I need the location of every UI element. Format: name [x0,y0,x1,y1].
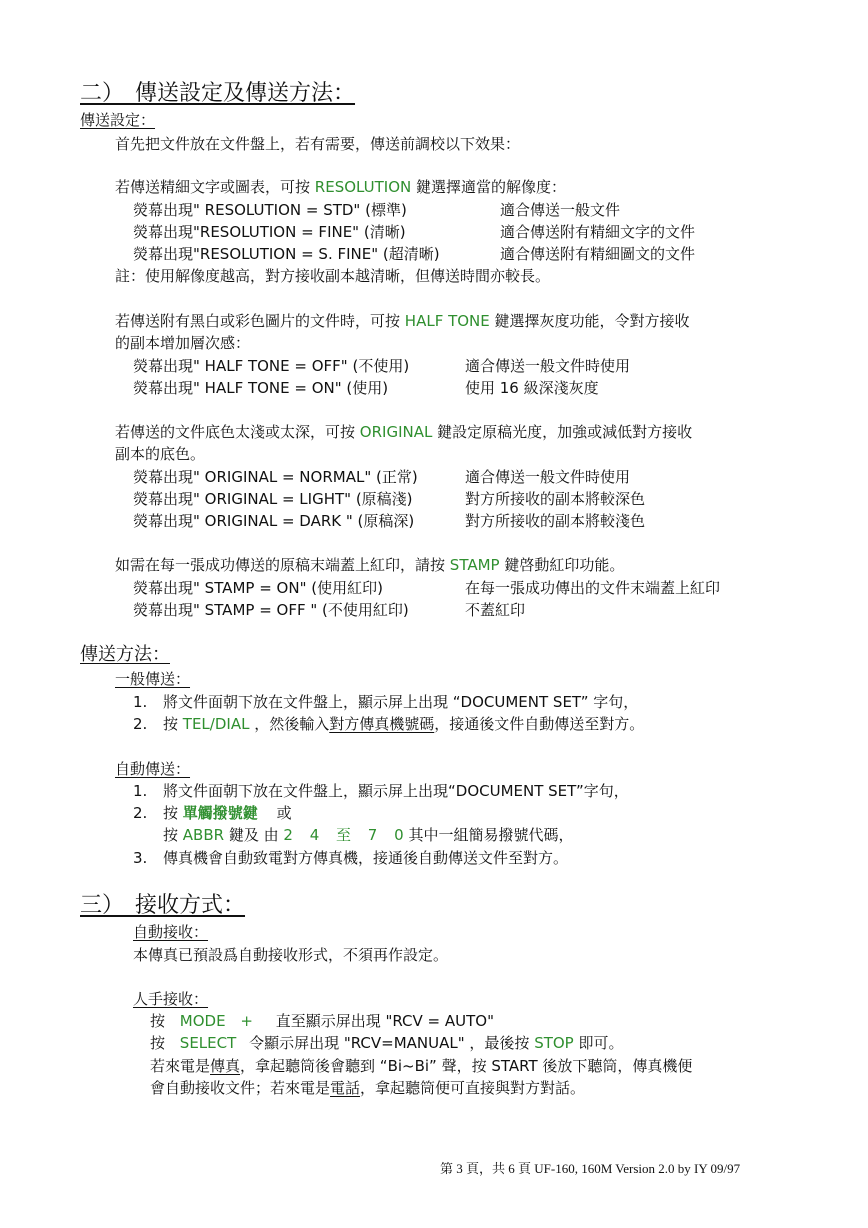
page-footer: 第 3 頁，共 6 頁 UF-160, 160M Version 2.0 by IY 09/97 [440,1161,741,1176]
res-row-3-desc: 適合傳送附有精細圖文的文件 [500,245,696,263]
auto-step-2b: 按 ABBR 鍵及 由 2 4 至 7 0 其中一組簡易撥號代碼， [163,826,574,844]
auto-step-3: 傳真機會自動致電對方傳真機，接通後自動傳送文件至對方。 [163,849,569,867]
manual-step-3: 若來電是傳真，拿起聽筒後會聽到 “Bi~Bi” 聲，按 START 後放下聽筒，傳真機便 [150,1057,693,1075]
normal-step-1: 將文件面朝下放在文件盤上，顯示屏上出現 “DOCUMENT SET” 字句， [163,693,639,711]
original-key: ORIGINAL [359,423,433,441]
orig-row-1-desc: 適合傳送一般文件時使用 [465,468,631,486]
select-key: SELECT [179,1034,237,1052]
res-row-1-desc: 適合傳送一般文件 [500,201,621,219]
orig-row-2-desc: 對方所接收的副本將較深色 [465,490,646,508]
original-paragraph: 若傳送的文件底色太淺或太深，可按 ORIGINAL 鍵設定原稿光度，加強或減低對方接收 [115,423,693,441]
section-3-title: 三） 接收方式： [80,893,246,918]
orig-row-3-screen: 熒幕出現" ORIGINAL = DARK " (原稿深) [133,512,415,530]
resolution-key: RESOLUTION [314,178,412,196]
ht-row-1-screen: 熒幕出現" HALF TONE = OFF" (不使用) [133,357,410,375]
stop-key: STOP [534,1034,574,1052]
auto-step-1: 將文件面朝下放在文件盤上，顯示屏上出現“DOCUMENT SET”字句， [163,782,629,800]
transmit-settings-heading: 傳送設定： [80,111,156,129]
orig-row-3-desc: 對方所接收的副本將較淺色 [465,512,646,530]
auto-receive-text: 本傳真已預設爲自動接收形式，不須再作設定。 [133,946,449,964]
orig-row-2-screen: 熒幕出現" ORIGINAL = LIGHT" (原稿淺) [133,490,413,508]
stamp-key: STAMP [449,556,500,574]
halftone-paragraph: 若傳送附有黑白或彩色圖片的文件時，可按 HALF TONE 鍵選擇灰度功能，令對方接收 [115,312,690,330]
res-row-2-desc: 適合傳送附有精細文字的文件 [500,223,696,241]
stamp-row-2-screen: 熒幕出現" STAMP = OFF " (不使用紅印) [133,601,409,619]
resolution-paragraph: 若傳送精細文字或圖表，可按 RESOLUTION 鍵選擇適當的解像度： [115,178,567,196]
stamp-row-2-desc: 不蓋紅印 [465,601,526,619]
stamp-row-1-screen: 熒幕出現" STAMP = ON" (使用紅印) [133,579,383,597]
stamp-paragraph: 如需在每一張成功傳送的原稿末端蓋上紅印，請按 STAMP 鍵啓動紅印功能。 [115,556,625,574]
section-2-title: 二） 傳送設定及傳送方法： [80,81,356,106]
halftone-key: HALF TONE [404,312,490,330]
one-touch-key: 單觸撥號鍵 [182,804,258,822]
auto-transmit-heading: 自動傳送： [115,760,191,778]
res-row-2-screen: 熒幕出現"RESOLUTION = FINE" (清晰) [133,223,406,241]
ht-row-2-desc: 使用 16 級深淺灰度 [465,379,599,397]
res-row-3-screen: 熒幕出現"RESOLUTION = S. FINE" (超清晰) [133,245,440,263]
manual-step-2: 按 SELECT 令顯示屏出現 "RCV=MANUAL" ，最後按 STOP 即可。 [150,1034,624,1052]
ht-row-1-desc: 適合傳送一般文件時使用 [465,357,631,375]
auto-step-2: 按 單觸撥號鍵 或 [163,804,292,822]
stamp-row-1-desc: 在每一張成功傳出的文件末端蓋上紅印 [465,579,721,597]
res-row-1-screen: 熒幕出現" RESOLUTION = STD" (標準) [133,201,407,219]
original-paragraph-line2: 副本的底色。 [115,445,206,463]
manual-step-1: 按 MODE + 直至顯示屏出現 "RCV = AUTO" [150,1012,494,1030]
resolution-note: 註：使用解像度越高，對方接收副本越清晰，但傳送時間亦較長。 [115,267,551,285]
normal-transmit-heading: 一般傳送： [115,670,191,688]
auto-receive-heading: 自動接收： [133,923,209,941]
ht-row-2-screen: 熒幕出現" HALF TONE = ON" (使用) [133,379,389,397]
auto-step-3-num: 3. [133,849,148,867]
abbr-key: ABBR [182,826,225,844]
normal-step-1-num: 1. [133,693,148,711]
transmit-method-heading: 傳送方法： [80,644,170,665]
halftone-paragraph-line2: 的副本增加層次感： [115,334,251,352]
orig-row-1-screen: 熒幕出現" ORIGINAL = NORMAL" (正常) [133,468,418,486]
tel-dial-key: TEL/DIAL [182,715,250,733]
mode-key: MODE + [179,1012,268,1030]
normal-step-2-num: 2. [133,715,148,733]
manual-step-4: 會自動接收文件；若來電是電話，拿起聽筒便可直接與對方對話。 [150,1079,586,1097]
abbr-range: 2 4 至 7 0 [283,826,404,844]
manual-receive-heading: 人手接收： [133,990,209,1008]
auto-step-1-num: 1. [133,782,148,800]
normal-step-2: 按 TEL/DIAL ，然後輸入對方傳真機號碼，接通後文件自動傳送至對方。 [163,715,645,733]
auto-step-2-num: 2. [133,804,148,822]
settings-intro: 首先把文件放在文件盤上，若有需要，傳送前調校以下效果： [115,135,521,153]
